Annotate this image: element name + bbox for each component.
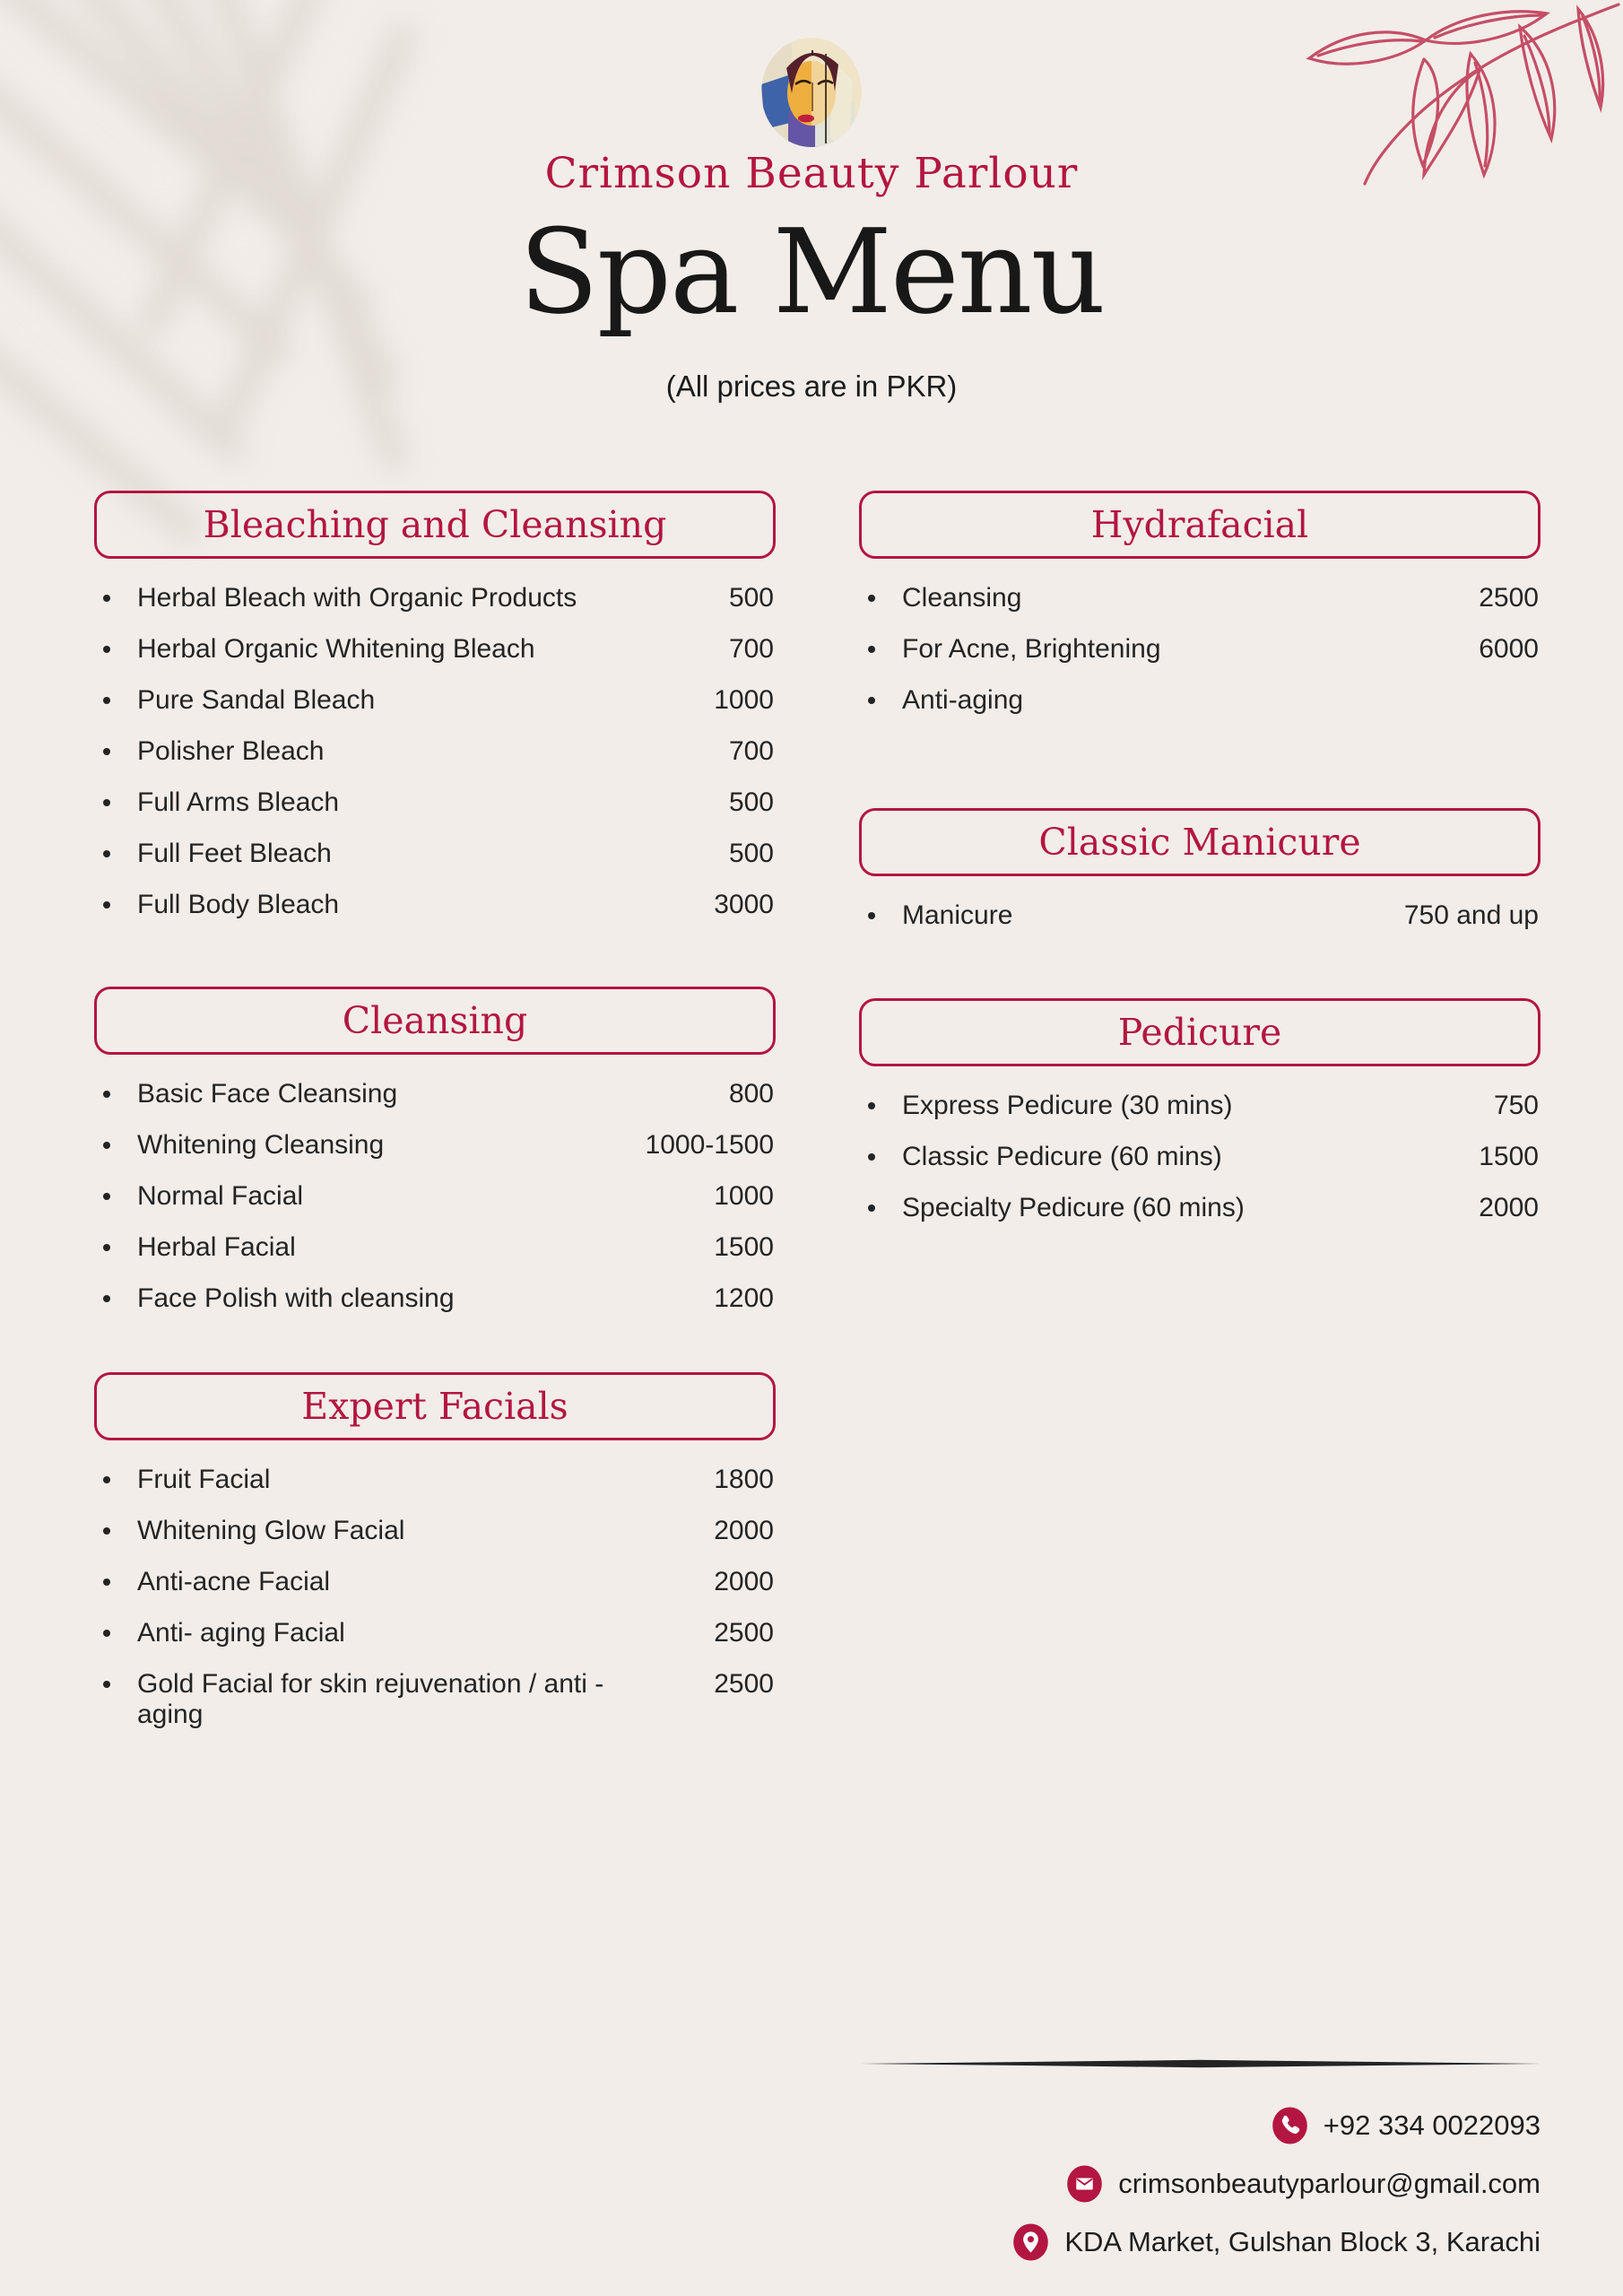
item-price: 1000-1500 xyxy=(645,1130,774,1160)
bullet-icon xyxy=(103,646,110,653)
item-price: 500 xyxy=(728,839,774,868)
menu-item xyxy=(101,1618,774,1648)
menu-list xyxy=(859,1091,1541,1223)
item-price: 1000 xyxy=(714,1181,774,1211)
item-name: Specialty Pedicure (60 mins) xyxy=(902,1193,1245,1222)
menu-column-right xyxy=(859,491,1541,1244)
item-price: 750 and up xyxy=(1403,900,1539,930)
item-price: 1200 xyxy=(714,1283,774,1313)
street-address: KDA Market, Gulshan Block 3, Karachi xyxy=(1064,2226,1541,2257)
menu-item xyxy=(101,1465,774,1495)
item-price: 500 xyxy=(728,583,774,613)
bullet-icon xyxy=(868,912,875,919)
menu-item xyxy=(101,1130,774,1161)
item-name: Whitening Cleansing xyxy=(137,1130,385,1160)
section-title: Expert Facials xyxy=(301,1385,568,1428)
section-heading-box xyxy=(859,491,1541,559)
menu-item xyxy=(101,1283,774,1314)
bullet-icon xyxy=(103,1630,110,1637)
menu-item xyxy=(101,685,774,716)
item-name: Polisher Bleach xyxy=(137,736,325,766)
section-heading-box xyxy=(94,987,776,1055)
menu-item xyxy=(866,1091,1539,1121)
phone-icon xyxy=(1271,2106,1308,2145)
section-title: Cleansing xyxy=(342,999,528,1042)
item-price: 2000 xyxy=(714,1567,774,1596)
address-row xyxy=(1012,2222,1541,2262)
section-bleaching-and-cleansing xyxy=(94,491,776,920)
bullet-icon xyxy=(103,1681,110,1688)
item-name: Face Polish with cleansing xyxy=(137,1283,455,1313)
menu-list xyxy=(94,1079,776,1314)
item-name: Fruit Facial xyxy=(137,1465,271,1494)
menu-item xyxy=(866,900,1539,931)
item-name: Basic Face Cleansing xyxy=(137,1079,398,1109)
item-name: Herbal Organic Whitening Bleach xyxy=(137,634,535,664)
item-price: 2500 xyxy=(1479,583,1539,613)
item-name: Express Pedicure (30 mins) xyxy=(902,1091,1233,1120)
bullet-icon xyxy=(103,1244,110,1251)
bullet-icon xyxy=(103,697,110,704)
bullet-icon xyxy=(103,1142,110,1149)
menu-item xyxy=(101,1516,774,1546)
tapered-divider-line xyxy=(861,2059,1541,2068)
location-pin-icon xyxy=(1012,2222,1049,2262)
menu-item xyxy=(101,890,774,920)
section-expert-facials xyxy=(94,1372,776,1730)
brand-name: Crimson Beauty Parlour xyxy=(544,149,1079,198)
bullet-icon xyxy=(103,850,110,857)
bullet-icon xyxy=(103,1578,110,1586)
bullet-icon xyxy=(103,595,110,602)
item-price: 2000 xyxy=(1479,1193,1539,1222)
item-price: 2500 xyxy=(714,1618,774,1648)
page-subtitle: (All prices are in PKR) xyxy=(665,370,958,403)
item-price: 750 xyxy=(1493,1091,1539,1120)
item-name: Normal Facial xyxy=(137,1181,304,1211)
section-title: Classic Manicure xyxy=(1038,821,1361,864)
menu-item xyxy=(101,1567,774,1597)
menu-item xyxy=(101,1079,774,1109)
item-price: 800 xyxy=(728,1079,774,1109)
item-name: For Acne, Brightening xyxy=(902,634,1161,664)
phone-row xyxy=(1271,2106,1541,2145)
item-price: 500 xyxy=(728,787,774,817)
item-price: 1800 xyxy=(714,1465,774,1494)
bullet-icon xyxy=(103,1295,110,1302)
menu-column-left xyxy=(94,491,776,1751)
envelope-icon xyxy=(1066,2164,1103,2204)
bullet-icon xyxy=(868,1153,875,1161)
section-title: Hydrafacial xyxy=(1090,503,1309,546)
item-price: 2500 xyxy=(714,1669,774,1699)
menu-item xyxy=(101,1181,774,1212)
item-name: Pure Sandal Bleach xyxy=(137,685,376,715)
menu-item xyxy=(866,1193,1539,1223)
bullet-icon xyxy=(103,1193,110,1200)
email-row xyxy=(1066,2164,1541,2204)
menu-list xyxy=(94,583,776,920)
bullet-icon xyxy=(103,799,110,806)
section-title: Bleaching and Cleansing xyxy=(203,503,667,546)
menu-list xyxy=(859,900,1541,931)
section-hydrafacial xyxy=(859,491,1541,716)
page-title: Spa Menu xyxy=(518,204,1105,340)
menu-list xyxy=(94,1465,776,1730)
bullet-icon xyxy=(868,595,875,602)
item-name: Gold Facial for skin rejuvenation / anti - aging xyxy=(137,1669,604,1729)
bullet-icon xyxy=(868,697,875,704)
section-cleansing xyxy=(94,987,776,1314)
menu-item xyxy=(866,685,1539,716)
item-name: Full Feet Bleach xyxy=(137,839,332,868)
section-heading-box xyxy=(859,808,1541,876)
item-name: Full Body Bleach xyxy=(137,890,340,919)
section-heading-box xyxy=(94,1372,776,1440)
item-name: Herbal Bleach with Organic Products xyxy=(137,583,577,613)
email-address: crimsonbeautyparlour@gmail.com xyxy=(1118,2168,1541,2199)
menu-item xyxy=(101,1669,774,1730)
menu-item xyxy=(101,583,774,613)
bullet-icon xyxy=(103,748,110,755)
menu-item xyxy=(101,839,774,869)
brand-logo xyxy=(761,38,862,147)
abstract-face-logo-art xyxy=(761,38,862,147)
item-price: 3000 xyxy=(714,890,774,919)
item-name: Anti-aging xyxy=(902,685,1024,715)
phone-number: +92 334 0022093 xyxy=(1323,2109,1541,2141)
item-name: Full Arms Bleach xyxy=(137,787,340,817)
bullet-icon xyxy=(868,1102,875,1109)
bullet-icon xyxy=(868,646,875,653)
item-price: 700 xyxy=(728,634,774,664)
item-price: 2000 xyxy=(714,1516,774,1545)
item-name: Manicure xyxy=(902,900,1013,930)
item-price: 6000 xyxy=(1479,634,1539,664)
bullet-icon xyxy=(868,1205,875,1212)
menu-list xyxy=(859,583,1541,716)
item-price: 1500 xyxy=(1479,1142,1539,1171)
menu-item xyxy=(101,736,774,767)
item-name: Whitening Glow Facial xyxy=(137,1516,405,1545)
bullet-icon xyxy=(103,1527,110,1535)
item-name: Cleansing xyxy=(902,583,1022,613)
menu-item xyxy=(866,583,1539,613)
menu-item xyxy=(101,787,774,818)
menu-item xyxy=(866,634,1539,665)
item-price: 700 xyxy=(728,736,774,766)
bullet-icon xyxy=(103,1476,110,1483)
menu-item xyxy=(101,634,774,665)
item-price: 1000 xyxy=(714,685,774,715)
bullet-icon xyxy=(103,901,110,909)
item-price: 1500 xyxy=(714,1232,774,1262)
item-name: Anti-acne Facial xyxy=(137,1567,331,1596)
section-heading-box xyxy=(94,491,776,559)
contact-block xyxy=(1012,2106,1541,2262)
bullet-icon xyxy=(103,1091,110,1098)
item-name: Classic Pedicure (60 mins) xyxy=(902,1142,1222,1171)
section-pedicure xyxy=(859,998,1541,1223)
section-classic-manicure xyxy=(859,808,1541,931)
menu-item xyxy=(101,1232,774,1263)
menu-item xyxy=(866,1142,1539,1172)
section-heading-box xyxy=(859,998,1541,1066)
section-title: Pedicure xyxy=(1117,1011,1282,1054)
item-name: Herbal Facial xyxy=(137,1232,296,1262)
item-name: Anti- aging Facial xyxy=(137,1618,345,1648)
